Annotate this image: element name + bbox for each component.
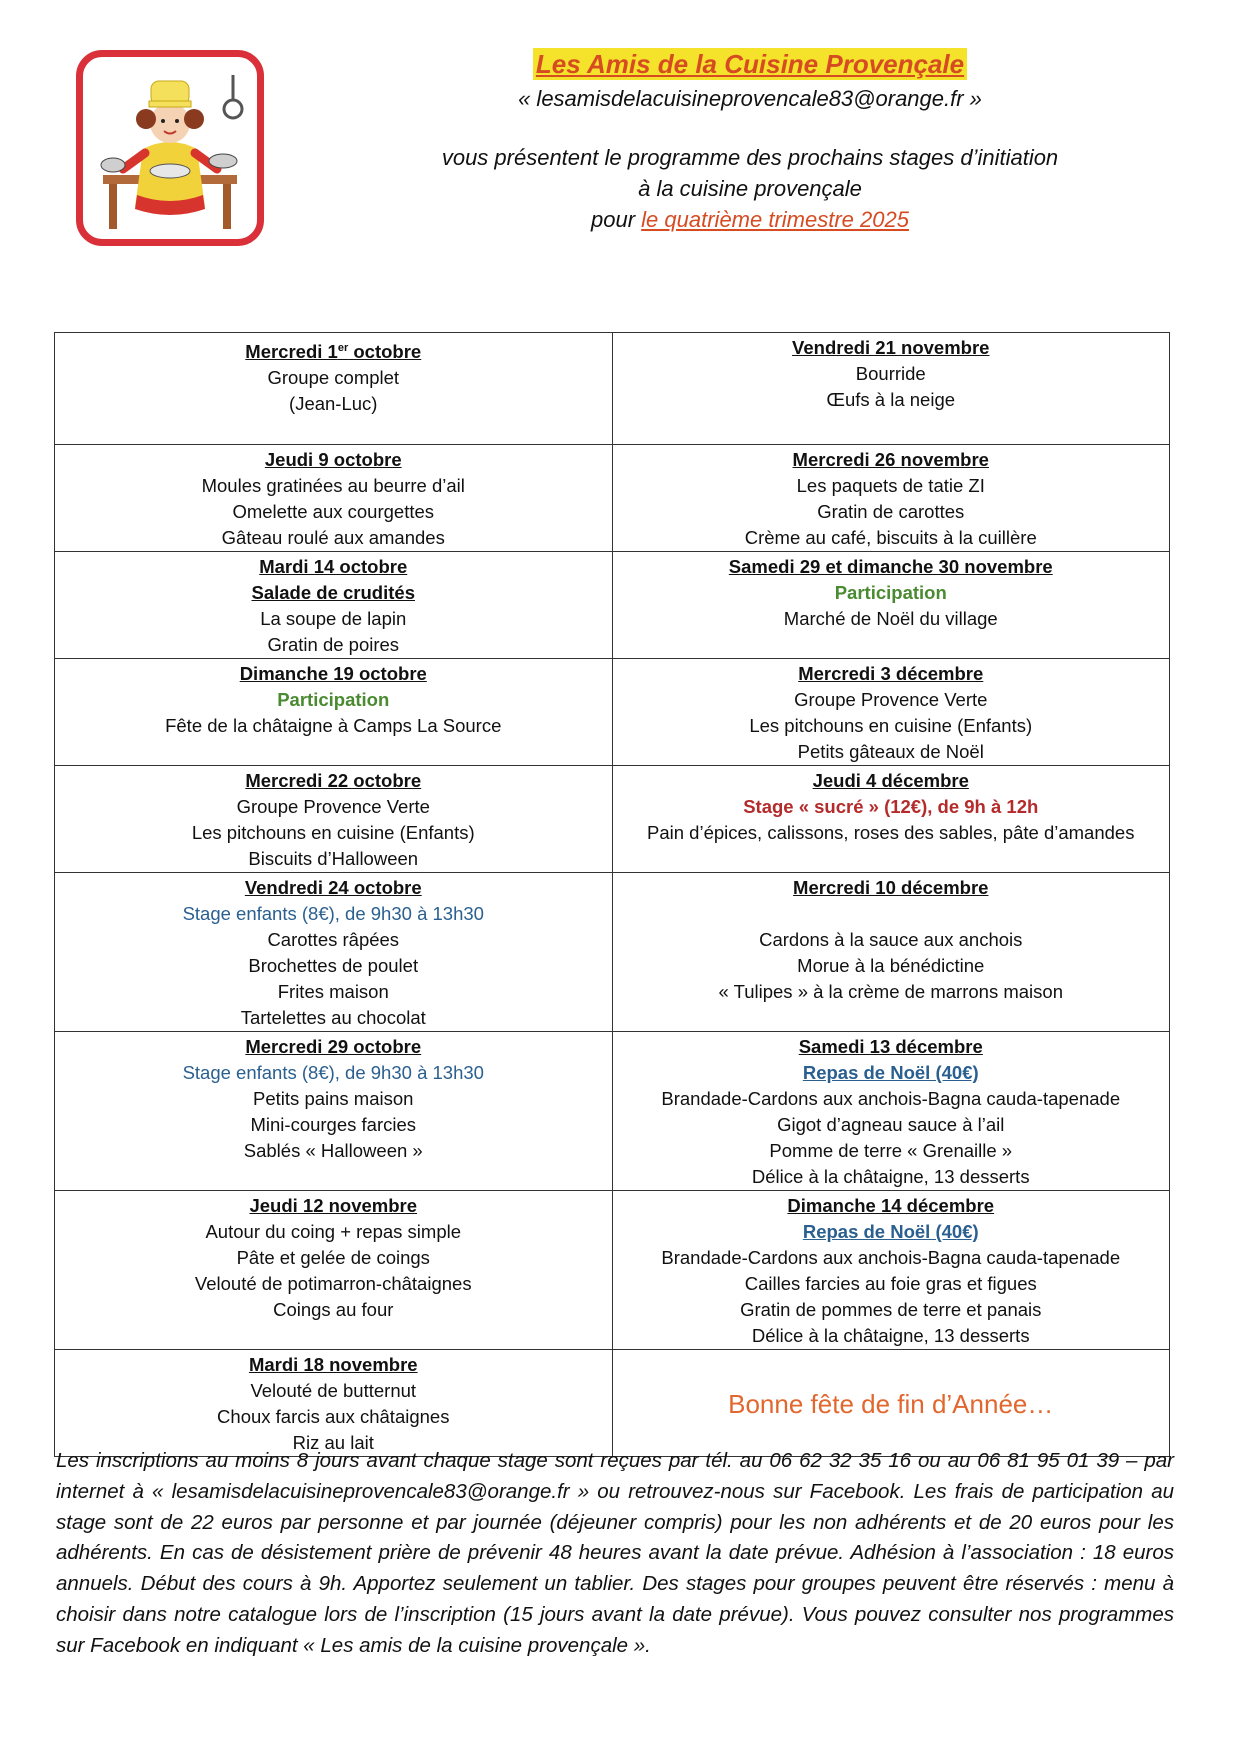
menu-line: Cailles farcies au foie gras et figues [744,1273,1037,1294]
session-date [59,335,608,365]
schedule-cell-right [612,1350,1170,1457]
schedule-cell-right [612,445,1170,552]
menu-line: Frites maison [277,981,389,1002]
menu-line: Groupe Provence Verte [794,689,988,710]
registration-info: Les inscriptions au moins 8 jours avant chaque stage sont reçues par tél. au 06 62 32 35 16 ou au 06 81 95 01 39 – par internet à « lesamisdelacuisineprovencale83@orange.fr » ou retrouvez-nous sur Facebook. Les frais de participation au stage sont de 22 euros par personne et par journée (déjeuner compris) pour les non adhérents et de 20 euros pour les adhérents. En cas de désistement prière de prévenir 48 heures avant la date prévue. Adhésion à l’association : 18 euros annuels. Début des cours à 9h. Apportez seulement un tablier. Des stages pour groupes peuvent être réservés : menu à choisir dans notre catalogue lors de l’inscription (15 jours avant la date prévue). Vous pouvez consulter nos programmes sur Facebook en indiquant « Les amis de la cuisine provençale ». [56,1449,1174,1657]
menu-line: Autour du coing + repas simple [205,1221,462,1242]
session-date: Mercredi 29 octobre [245,1036,422,1057]
schedule-cell-right [612,333,1170,445]
schedule-cell-right [612,1191,1170,1350]
schedule-cell-right [612,873,1170,1032]
menu-line: Velouté de potimarron-châtaignes [194,1273,472,1294]
menu-line: Coings au four [273,1299,394,1320]
session-subtitle: Salade de crudités [251,582,415,603]
schedule-row [55,333,1170,445]
stage-price-note: Stage « sucré » (12€), de 9h à 12h [743,796,1039,817]
participation-note: Participation [834,582,947,603]
schedule-cell-right [612,1032,1170,1191]
menu-line: Tartelettes au chocolat [240,1007,426,1028]
session-date: Dimanche 14 décembre [787,1195,995,1216]
session-date: Vendredi 24 octobre [244,877,422,898]
session-date: Jeudi 9 octobre [264,449,402,470]
quarter-highlight: le quatrième trimestre 2025 [641,207,909,232]
schedule-cell-left [55,766,613,873]
menu-line: Gratin de carottes [817,501,965,522]
menu-line: Brandade-Cardons aux anchois-Bagna cauda-tapenade [661,1247,1121,1268]
schedule-row [55,1032,1170,1191]
menu-line: Morue à la bénédictine [797,955,985,976]
schedule-cell-left [55,445,613,552]
schedule-cell-left [55,873,613,1032]
session-date: Jeudi 4 décembre [812,770,969,791]
schedule-cell-right [612,766,1170,873]
contact-email: « lesamisdelacuisineprovencale83@orange.fr » [518,86,982,111]
schedule-cell-left [55,1032,613,1191]
menu-line: Riz au lait [292,1432,374,1453]
schedule-cell-left [55,659,613,766]
menu-line: Brochettes de poulet [248,955,419,976]
menu-line: Les pitchouns en cuisine (Enfants) [749,715,1033,736]
menu-line: Crème au café, biscuits à la cuillère [744,527,1037,548]
intro-line-3 [320,204,1180,235]
menu-line: Omelette aux courgettes [232,501,435,522]
session-date-suffix: octobre [348,341,422,363]
session-date-prefix: Mercredi 1 [245,341,338,363]
page-header [320,48,1180,235]
menu-line: Gâteau roulé aux amandes [221,527,445,548]
menu-line: Gratin de poires [267,634,400,655]
menu-line: Moules gratinées au beurre d’ail [201,475,465,496]
session-date: Mercredi 3 décembre [798,663,984,684]
schedule-row [55,1350,1170,1457]
menu-line: Mini-courges farcies [250,1114,417,1135]
menu-line: Petits gâteaux de Noël [797,741,984,762]
menu-line: Pâte et gelée de coings [236,1247,430,1268]
menu-line: « Tulipes » à la crème de marrons maison [718,981,1063,1002]
schedule-cell-left [55,1191,613,1350]
menu-line: (Jean-Luc) [289,393,378,415]
menu-line: Cardons à la sauce aux anchois [759,929,1023,950]
menu-line: Groupe Provence Verte [236,796,430,817]
session-date: Mercredi 10 décembre [793,877,989,898]
menu-line: Groupe complet [267,367,400,389]
season-greeting: Bonne fête de fin d’Année… [728,1389,1054,1419]
menu-line: Petits pains maison [253,1088,414,1109]
session-date: Samedi 13 décembre [798,1036,983,1057]
menu-line: Pomme de terre « Grenaille » [769,1140,1013,1161]
menu-line: Fête de la châtaigne à Camps La Source [165,715,502,736]
menu-line: Les pitchouns en cuisine (Enfants) [191,822,475,843]
menu-line: Délice à la châtaigne, 13 desserts [751,1325,1030,1346]
schedule-row [55,659,1170,766]
menu-line: Choux farcis aux châtaignes [217,1406,450,1427]
christmas-meal-note: Repas de Noël (40€) [802,1221,979,1242]
schedule-cell-left [55,1350,613,1457]
stage-price-note: Stage enfants (8€), de 9h30 à 13h30 [182,903,484,924]
menu-line: Brandade-Cardons aux anchois-Bagna cauda-tapenade [661,1088,1121,1109]
menu-line: Velouté de butternut [250,1380,417,1401]
schedule-row [55,1191,1170,1350]
schedule-row [55,445,1170,552]
menu-line: Gigot d’agneau sauce à l’ail [777,1114,1005,1135]
intro-line-3-prefix: pour [591,207,642,232]
intro-line-1: vous présentent le programme des prochains stages d’initiation [441,145,1059,170]
blank-line [617,901,1166,927]
christmas-meal-note: Repas de Noël (40€) [802,1062,979,1083]
menu-line: Gratin de pommes de terre et panais [740,1299,1042,1320]
session-date: Mercredi 26 novembre [792,449,989,470]
schedule-cell-left [55,333,613,445]
session-date: Mardi 18 novembre [248,1354,418,1375]
association-title: Les Amis de la Cuisine Provençale [533,48,967,80]
schedule-table [54,332,1170,1457]
session-date: Samedi 29 et dimanche 30 novembre [728,556,1053,577]
schedule-cell-right [612,552,1170,659]
menu-line: Sablés « Halloween » [243,1140,423,1161]
menu-line: Biscuits d’Halloween [248,848,419,869]
intro-line-2: à la cuisine provençale [638,176,862,201]
menu-line: Les paquets de tatie ZI [796,475,985,496]
schedule-cell-left [55,552,613,659]
intro-text [320,142,1180,235]
session-date: Mercredi 22 octobre [245,770,422,791]
menu-line: Délice à la châtaigne, 13 desserts [751,1166,1030,1187]
menu-line: Marché de Noël du village [783,608,998,629]
menu-line: La soupe de lapin [260,608,407,629]
chef-girl-icon [83,57,257,239]
session-date-sup: er [337,342,349,354]
schedule-row [55,873,1170,1032]
menu-line: Pain d’épices, calissons, roses des sables, pâte d’amandes [647,822,1135,843]
schedule-row [55,552,1170,659]
stage-price-note: Stage enfants (8€), de 9h30 à 13h30 [182,1062,484,1083]
schedule-cell-right [612,659,1170,766]
association-logo [76,50,264,246]
schedule-row [55,766,1170,873]
session-date: Jeudi 12 novembre [249,1195,418,1216]
menu-line: Carottes râpées [267,929,400,950]
participation-note: Participation [277,689,390,710]
menu-line: Œufs à la neige [826,389,956,410]
session-date: Dimanche 19 octobre [239,663,427,684]
session-date: Vendredi 21 novembre [792,337,990,358]
session-date: Mardi 14 octobre [259,556,408,577]
menu-line: Bourride [855,363,926,384]
